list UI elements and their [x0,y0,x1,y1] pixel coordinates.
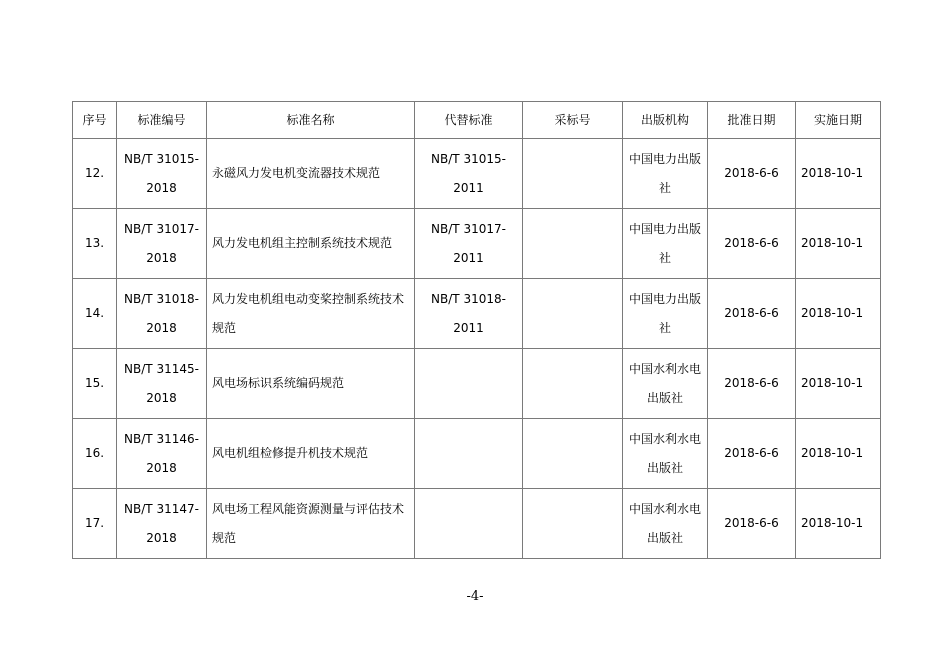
header-effective: 实施日期 [796,102,881,139]
page-number: -4- [466,589,484,604]
table-row [73,209,881,279]
cell-effective: 2018-10-1 [796,279,881,349]
cell-effective: 2018-10-1 [796,139,881,209]
cell-adopted [523,279,623,349]
cell-name: 永磁风力发电机变流器技术规范 [207,139,415,209]
cell-seq: 17. [73,489,117,559]
table-row [73,489,881,559]
cell-approved: 2018-6-6 [708,489,796,559]
cell-approved: 2018-6-6 [708,419,796,489]
cell-approved: 2018-6-6 [708,209,796,279]
header-number: 标准编号 [117,102,207,139]
table-row [73,279,881,349]
cell-replaces: NB/T 31017-2011 [415,209,523,279]
cell-approved: 2018-6-6 [708,279,796,349]
cell-number: NB/T 31147-2018 [117,489,207,559]
header-seq: 序号 [73,102,117,139]
cell-publisher: 中国电力出版社 [623,279,708,349]
cell-replaces [415,489,523,559]
standards-table [72,101,881,559]
table-header-row [73,102,881,139]
cell-number: NB/T 31018-2018 [117,279,207,349]
cell-seq: 15. [73,349,117,419]
header-name: 标准名称 [207,102,415,139]
cell-name: 风电场标识系统编码规范 [207,349,415,419]
cell-publisher: 中国电力出版社 [623,209,708,279]
cell-seq: 14. [73,279,117,349]
table-row [73,419,881,489]
cell-name: 风力发电机组电动变桨控制系统技术规范 [207,279,415,349]
cell-replaces [415,419,523,489]
cell-adopted [523,209,623,279]
cell-replaces: NB/T 31018-2011 [415,279,523,349]
cell-publisher: 中国电力出版社 [623,139,708,209]
cell-approved: 2018-6-6 [708,349,796,419]
cell-adopted [523,489,623,559]
cell-name: 风电场工程风能资源测量与评估技术规范 [207,489,415,559]
cell-name: 风电机组检修提升机技术规范 [207,419,415,489]
cell-number: NB/T 31015-2018 [117,139,207,209]
cell-seq: 12. [73,139,117,209]
header-adopted: 采标号 [523,102,623,139]
cell-effective: 2018-10-1 [796,489,881,559]
cell-adopted [523,349,623,419]
cell-number: NB/T 31146-2018 [117,419,207,489]
cell-adopted [523,139,623,209]
table-row [73,139,881,209]
header-replaces: 代替标准 [415,102,523,139]
cell-replaces: NB/T 31015-2011 [415,139,523,209]
cell-number: NB/T 31017-2018 [117,209,207,279]
cell-publisher: 中国水利水电出版社 [623,419,708,489]
cell-approved: 2018-6-6 [708,139,796,209]
cell-publisher: 中国水利水电出版社 [623,489,708,559]
cell-number: NB/T 31145-2018 [117,349,207,419]
cell-seq: 16. [73,419,117,489]
cell-adopted [523,419,623,489]
cell-publisher: 中国水利水电出版社 [623,349,708,419]
cell-effective: 2018-10-1 [796,209,881,279]
table-row [73,349,881,419]
cell-name: 风力发电机组主控制系统技术规范 [207,209,415,279]
cell-seq: 13. [73,209,117,279]
header-approved: 批准日期 [708,102,796,139]
header-publisher: 出版机构 [623,102,708,139]
cell-effective: 2018-10-1 [796,419,881,489]
cell-replaces [415,349,523,419]
cell-effective: 2018-10-1 [796,349,881,419]
